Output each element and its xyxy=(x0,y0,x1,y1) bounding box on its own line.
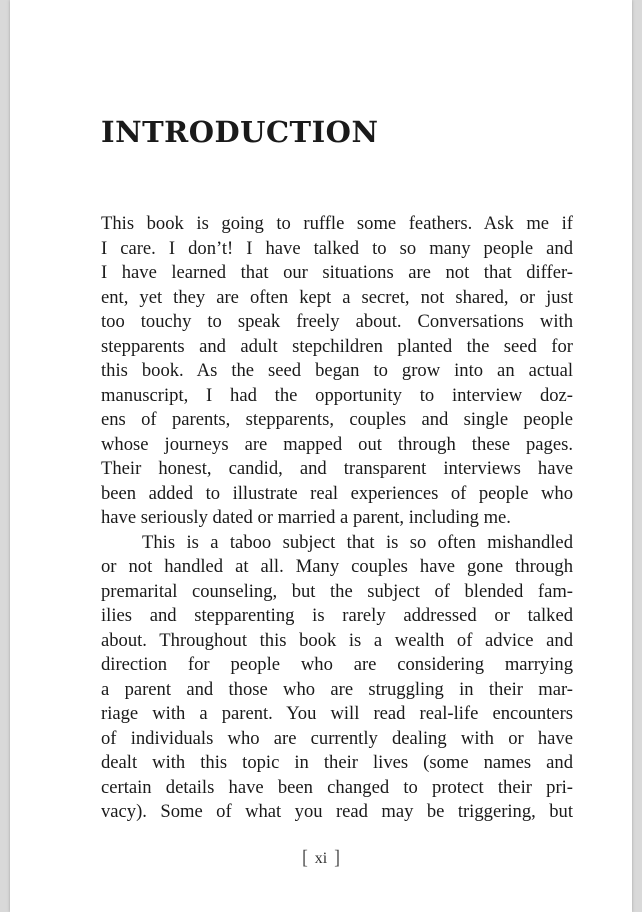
text-line: this book. As the seed began to grow into an actual xyxy=(101,360,573,381)
text-line: of individuals who are currently dealing with or have xyxy=(101,727,573,749)
text-line: have seriously dated or married a parent, including me. xyxy=(101,507,511,528)
text-line: ens of parents, stepparents, couples and single people xyxy=(101,409,573,430)
text-line: vacy). Some of what you read may be triggering, but xyxy=(101,801,573,822)
paragraph xyxy=(101,212,573,531)
chapter-title: INTRODUCTION xyxy=(101,115,379,149)
book-page xyxy=(10,0,632,912)
text-line: whose journeys are mapped out through these pages. xyxy=(101,433,573,455)
text-line: or not handled at all. Many couples have gone through xyxy=(101,556,573,577)
paragraph xyxy=(101,531,573,825)
text-line: riage with a parent. You will read real-life encounters xyxy=(101,703,573,724)
text-line: about. Throughout this book is a wealth of advice and xyxy=(101,629,573,651)
text-line: This is a taboo subject that is so often mishandled xyxy=(142,531,573,553)
text-line: dealt with this topic in their lives (some names and xyxy=(101,752,573,773)
text-line: a parent and those who are struggling in their mar- xyxy=(101,678,573,700)
text-line: ent, yet they are often kept a secret, not shared, or just xyxy=(101,286,573,308)
page-folio xyxy=(10,848,632,868)
text-line: certain details have been changed to protect their pri- xyxy=(101,776,573,798)
page-number: xi xyxy=(314,850,328,867)
text-line: manuscript, I had the opportunity to interview doz- xyxy=(101,384,573,406)
folio-left-bracket: [ xyxy=(302,846,308,869)
text-line: Their honest, candid, and transparent interviews have xyxy=(101,458,573,479)
text-line: been added to illustrate real experiences of people who xyxy=(101,482,573,504)
text-line: This book is going to ruffle some feathers. Ask me if xyxy=(101,213,573,234)
text-line: premarital counseling, but the subject of blended fam- xyxy=(101,580,573,602)
text-line: stepparents and adult stepchildren planted the seed for xyxy=(101,335,573,357)
text-line: ilies and stepparenting is rarely addressed or talked xyxy=(101,605,573,626)
body-text xyxy=(101,212,573,825)
text-line: I care. I don’t! I have talked to so many people and xyxy=(101,237,573,259)
folio-right-bracket: ] xyxy=(334,846,340,869)
text-line: I have learned that our situations are not that differ- xyxy=(101,262,573,283)
text-line: too touchy to speak freely about. Conversations with xyxy=(101,311,573,332)
text-line: direction for people who are considering marrying xyxy=(101,654,573,675)
